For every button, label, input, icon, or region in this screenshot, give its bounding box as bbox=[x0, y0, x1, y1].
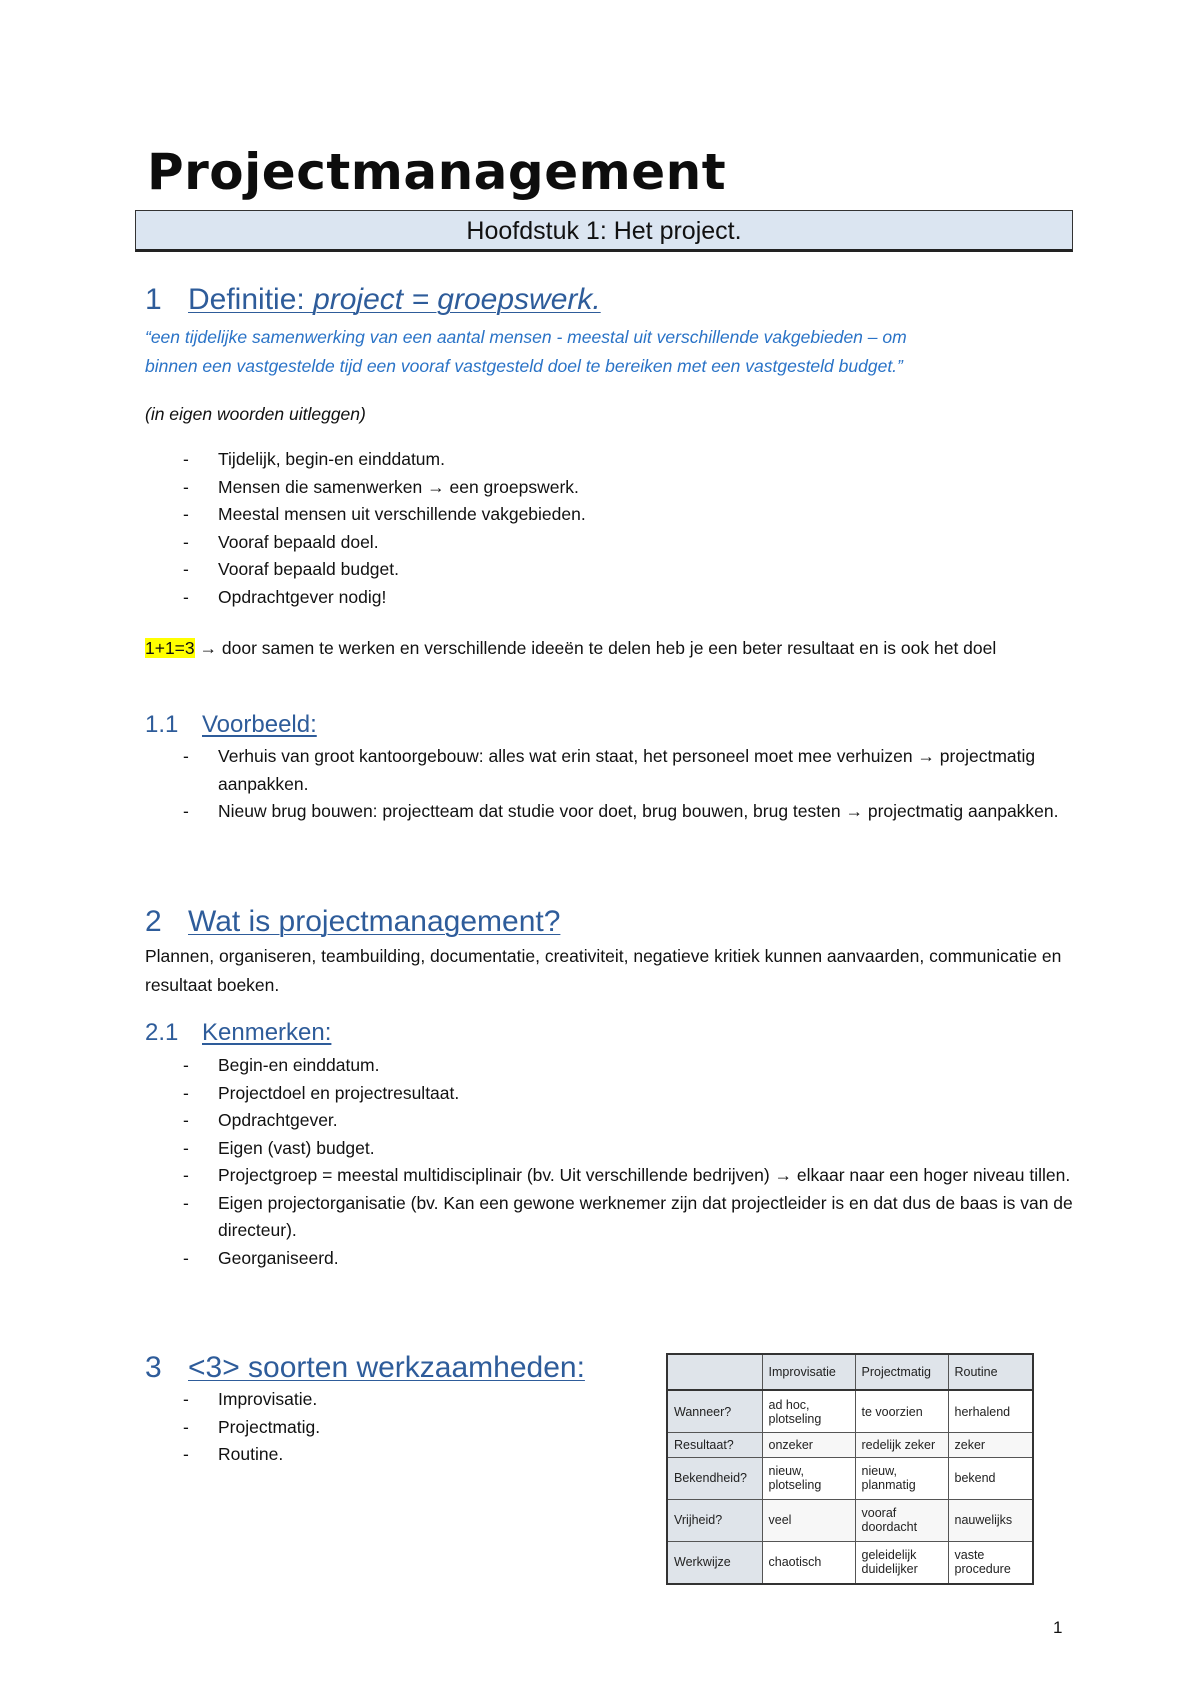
table-row bbox=[667, 1457, 1033, 1499]
table-cell: geleidelijk duidelijker bbox=[855, 1541, 948, 1584]
column-header: Improvisatie bbox=[762, 1354, 855, 1390]
list-item: - Projectgroep = meestal multidisciplinair (bv. Uit verschillende bedrijven) → elkaar naar een hoger niveau tillen. bbox=[145, 1162, 1075, 1190]
definition-quote bbox=[145, 323, 1075, 381]
list-item: - Begin-en einddatum. bbox=[145, 1052, 1075, 1080]
table-cell: veel bbox=[762, 1499, 855, 1541]
section-title-part: Definitie: bbox=[188, 283, 314, 316]
list-item: - Eigen (vast) budget. bbox=[145, 1135, 1075, 1163]
list-item: - Improvisatie. bbox=[145, 1386, 645, 1414]
list-item: - Vooraf bepaald doel. bbox=[145, 529, 1075, 557]
list-item: - Projectdoel en projectresultaat. bbox=[145, 1080, 1075, 1108]
table-cell: ad hoc, plotseling bbox=[762, 1390, 855, 1433]
work-types-table-image bbox=[666, 1353, 1032, 1585]
section-title: Voorbeeld: bbox=[202, 711, 317, 738]
list-item: - Opdrachtgever. bbox=[145, 1107, 1075, 1135]
table-row bbox=[667, 1433, 1033, 1457]
work-types-list bbox=[145, 1386, 645, 1469]
table-row bbox=[667, 1390, 1033, 1433]
example-list bbox=[145, 743, 1075, 826]
table-cell: herhalend bbox=[948, 1390, 1033, 1433]
table-cell: redelijk zeker bbox=[855, 1433, 948, 1457]
list-item: - Verhuis van groot kantoorgebouw: alles wat erin staat, het personeel moet mee verhuizen → projectmatig aanpakken. bbox=[145, 743, 1075, 798]
section-2-heading bbox=[145, 904, 560, 940]
row-header: Bekendheid? bbox=[667, 1457, 762, 1499]
table-row bbox=[667, 1541, 1033, 1584]
definition-list bbox=[145, 446, 1075, 611]
chapter-banner: Hoofdstuk 1: Het project. bbox=[135, 210, 1073, 252]
row-header: Wanneer? bbox=[667, 1390, 762, 1433]
list-item: - Georganiseerd. bbox=[145, 1245, 1075, 1273]
table-cell: bekend bbox=[948, 1457, 1033, 1499]
section-number: 1.1 bbox=[145, 711, 179, 738]
section-number: 3 bbox=[145, 1351, 162, 1384]
section-1-heading bbox=[145, 282, 601, 318]
table-cell: te voorzien bbox=[855, 1390, 948, 1433]
table-row bbox=[667, 1499, 1033, 1541]
column-header: Routine bbox=[948, 1354, 1033, 1390]
list-item: - Opdrachtgever nodig! bbox=[145, 584, 1075, 612]
row-header: Werkwijze bbox=[667, 1541, 762, 1584]
table-cell: vooraf doordacht bbox=[855, 1499, 948, 1541]
column-header: Projectmatig bbox=[855, 1354, 948, 1390]
section-number: 2.1 bbox=[145, 1019, 179, 1046]
section-2-text: Plannen, organiseren, teambuilding, documentatie, creativiteit, negatieve kritiek kunnen aanvaarden, communicatie en resultaat boeken. bbox=[145, 946, 1062, 995]
table-cell: onzeker bbox=[762, 1433, 855, 1457]
equation-paragraph bbox=[145, 634, 1075, 663]
list-item: - Mensen die samenwerken → een groepswerk. bbox=[145, 474, 1075, 502]
section-title: Wat is projectmanagement? bbox=[188, 905, 561, 938]
section-number: 1 bbox=[145, 283, 162, 316]
work-types-table bbox=[666, 1353, 1034, 1585]
quote-line: binnen een vastgestelde tijd een vooraf vastgesteld doel te bereiken met een vastgesteld budget.” bbox=[145, 356, 903, 376]
row-header: Resultaat? bbox=[667, 1433, 762, 1457]
table-cell: chaotisch bbox=[762, 1541, 855, 1584]
section-title: Kenmerken: bbox=[202, 1019, 332, 1046]
page-number: 1 bbox=[1053, 1618, 1063, 1637]
list-item: - Eigen projectorganisatie (bv. Kan een gewone werknemer zijn dat projectleider is en dat dus de baas is van de directeur). bbox=[145, 1190, 1075, 1245]
document-title: Projectmanagement bbox=[147, 143, 727, 201]
table-cell: nauwelijks bbox=[948, 1499, 1033, 1541]
section-2-1-heading bbox=[145, 1018, 331, 1048]
equation-explanation: → door samen te werken en verschillende ideeën te delen heb je een beter resultaat en is ook het doel bbox=[194, 638, 997, 658]
list-item: - Nieuw brug bouwen: projectteam dat studie voor doet, brug bouwen, brug testen → projectmatig aanpakken. bbox=[145, 798, 1075, 826]
highlighted-equation: 1+1=3 bbox=[145, 638, 195, 658]
section-1-1-heading bbox=[145, 710, 317, 740]
list-item: - Projectmatig. bbox=[145, 1414, 645, 1442]
table-cell: nieuw, plotseling bbox=[762, 1457, 855, 1499]
row-header: Vrijheid? bbox=[667, 1499, 762, 1541]
list-item: - Vooraf bepaald budget. bbox=[145, 556, 1075, 584]
section-number: 2 bbox=[145, 905, 162, 938]
list-item: - Meestal mensen uit verschillende vakgebieden. bbox=[145, 501, 1075, 529]
column-header bbox=[667, 1354, 762, 1390]
table-header-row bbox=[667, 1354, 1033, 1390]
section-title bbox=[188, 283, 601, 316]
section-title: <3> soorten werkzaamheden: bbox=[188, 1351, 585, 1384]
quote-line: “een tijdelijke samenwerking van een aantal mensen - meestal uit verschillende vakgebieden – om bbox=[145, 327, 907, 347]
table-cell: vaste procedure bbox=[948, 1541, 1033, 1584]
section-title-emphasis: project = groepswerk. bbox=[313, 283, 601, 316]
list-item: - Routine. bbox=[145, 1441, 645, 1469]
table-cell: nieuw, planmatig bbox=[855, 1457, 948, 1499]
characteristics-list bbox=[145, 1052, 1075, 1272]
definition-note: (in eigen woorden uitleggen) bbox=[145, 404, 366, 424]
list-item: - Tijdelijk, begin-en einddatum. bbox=[145, 446, 1075, 474]
table-cell: zeker bbox=[948, 1433, 1033, 1457]
section-3-heading bbox=[145, 1350, 585, 1386]
